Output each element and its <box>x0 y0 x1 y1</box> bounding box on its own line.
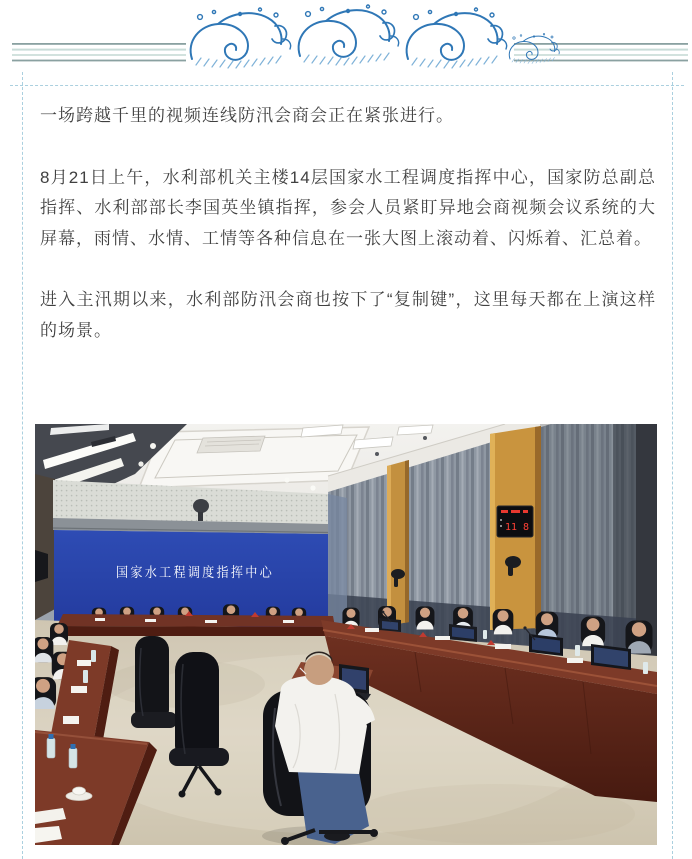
wave-divider <box>0 0 692 74</box>
paragraph-3: 进入主汛期以来，水利部防汛会商也按下了“复制键”，这里每天都在上演这样的场景。 <box>40 290 656 340</box>
clock-digits: 11 8 <box>504 522 530 533</box>
wall-clock <box>497 506 533 537</box>
frame-border-left <box>22 72 23 859</box>
command-center-banner: 国家水工程调度指挥中心 <box>116 565 292 580</box>
wave-ornament-svg <box>0 0 692 74</box>
meeting-room-photo[interactable] <box>35 424 657 845</box>
frame-border-top <box>10 85 684 86</box>
paragraph-1: 一场跨越千里的视频连线防汛会商会正在紧张进行。 <box>40 106 454 125</box>
article-body <box>40 101 656 377</box>
paragraph-2: 8月21日上午，水利部机关主楼14层国家水工程调度指挥中心，国家防总副总指挥、水利部部长李国英坐镇指挥，参会人员紧盯异地会商视频会议系统的大屏幕，雨情、水情、工情等各种信息在一张大图上滚动着、闪烁着、汇总着。 <box>40 167 656 248</box>
frame-border-right <box>672 72 673 859</box>
